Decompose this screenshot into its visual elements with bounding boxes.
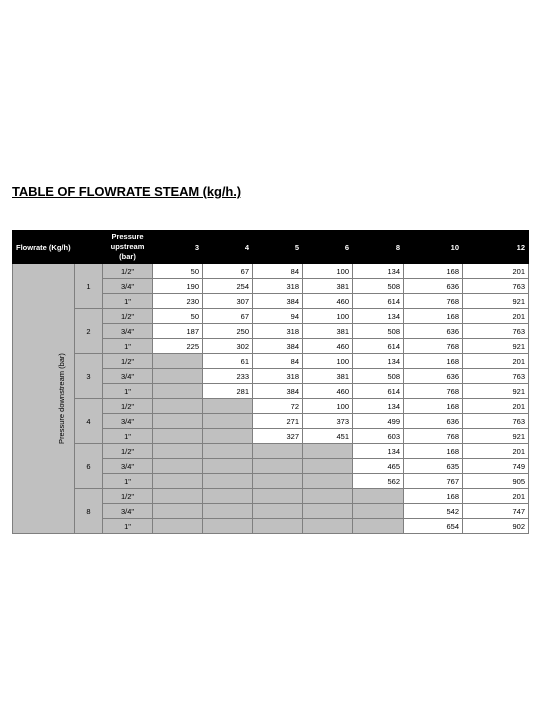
header-pressure: 4 [203, 231, 253, 264]
flowrate-value: 508 [353, 369, 404, 384]
flowrate-value: 508 [353, 324, 404, 339]
flowrate-value: 381 [303, 324, 353, 339]
pipe-size: 3/4" [103, 279, 153, 294]
flowrate-value: 614 [353, 294, 404, 309]
pipe-size: 1" [103, 294, 153, 309]
flowrate-value: 921 [463, 294, 529, 309]
flowrate-value: 636 [404, 324, 463, 339]
side-label-cell [13, 264, 75, 534]
empty-cell [153, 399, 203, 414]
flowrate-value: 201 [463, 444, 529, 459]
empty-cell [353, 504, 404, 519]
table-row [13, 309, 529, 324]
flowrate-value: 190 [153, 279, 203, 294]
pipe-size: 3/4" [103, 369, 153, 384]
flowrate-value: 460 [303, 294, 353, 309]
flowrate-value: 201 [463, 489, 529, 504]
flowrate-value: 384 [253, 339, 303, 354]
empty-cell [303, 459, 353, 474]
empty-cell [203, 399, 253, 414]
flowrate-value: 499 [353, 414, 404, 429]
flowrate-value: 100 [303, 354, 353, 369]
flowrate-value: 508 [353, 279, 404, 294]
downstream-pressure: 6 [75, 444, 103, 489]
empty-cell [203, 429, 253, 444]
flowrate-value: 100 [303, 399, 353, 414]
flowrate-value: 201 [463, 399, 529, 414]
flowrate-value: 168 [404, 354, 463, 369]
pipe-size: 1" [103, 474, 153, 489]
empty-cell [353, 489, 404, 504]
flowrate-value: 168 [404, 309, 463, 324]
empty-cell [153, 429, 203, 444]
flowrate-value: 327 [253, 429, 303, 444]
pipe-size: 1" [103, 429, 153, 444]
flowrate-value: 381 [303, 369, 353, 384]
flowrate-value: 61 [203, 354, 253, 369]
header-pressure: 8 [353, 231, 404, 264]
table-row [13, 354, 529, 369]
flowrate-value: 254 [203, 279, 253, 294]
flowrate-value: 281 [203, 384, 253, 399]
empty-cell [253, 504, 303, 519]
flowrate-value: 921 [463, 384, 529, 399]
side-label: Pressure downstream (bar) [56, 353, 66, 444]
empty-cell [203, 459, 253, 474]
flowrate-value: 168 [404, 399, 463, 414]
flowrate-value: 230 [153, 294, 203, 309]
flowrate-value: 201 [463, 309, 529, 324]
pipe-size: 1" [103, 339, 153, 354]
flowrate-value: 168 [404, 489, 463, 504]
flowrate-value: 94 [253, 309, 303, 324]
empty-cell [153, 474, 203, 489]
flowrate-value: 747 [463, 504, 529, 519]
flowrate-value: 768 [404, 429, 463, 444]
flowrate-value: 168 [404, 264, 463, 279]
empty-cell [253, 474, 303, 489]
empty-cell [203, 474, 253, 489]
empty-cell [153, 444, 203, 459]
flowrate-value: 603 [353, 429, 404, 444]
flowrate-value: 767 [404, 474, 463, 489]
pipe-size: 3/4" [103, 414, 153, 429]
flowrate-value: 250 [203, 324, 253, 339]
flowrate-value: 307 [203, 294, 253, 309]
table-body [13, 264, 529, 534]
empty-cell [203, 504, 253, 519]
flowrate-value: 233 [203, 369, 253, 384]
flowrate-value: 636 [404, 279, 463, 294]
flowrate-value: 636 [404, 414, 463, 429]
flowrate-value: 384 [253, 384, 303, 399]
flowrate-value: 614 [353, 384, 404, 399]
flowrate-value: 905 [463, 474, 529, 489]
header-upstream: Pressure upstream (bar) [103, 231, 153, 264]
empty-cell [203, 414, 253, 429]
flowrate-value: 318 [253, 324, 303, 339]
flowrate-value: 763 [463, 414, 529, 429]
empty-cell [303, 489, 353, 504]
table-row [13, 264, 529, 279]
pipe-size: 1/2" [103, 354, 153, 369]
flowrate-value: 72 [253, 399, 303, 414]
flowrate-value: 749 [463, 459, 529, 474]
empty-cell [153, 489, 203, 504]
flowrate-table [12, 230, 529, 534]
empty-cell [303, 519, 353, 534]
header-pressure: 6 [303, 231, 353, 264]
flowrate-value: 134 [353, 444, 404, 459]
flowrate-value: 271 [253, 414, 303, 429]
flowrate-value: 50 [153, 309, 203, 324]
flowrate-value: 636 [404, 369, 463, 384]
table-row [13, 399, 529, 414]
flowrate-value: 201 [463, 264, 529, 279]
header-pressure: 5 [253, 231, 303, 264]
empty-cell [253, 444, 303, 459]
flowrate-value: 768 [404, 294, 463, 309]
pipe-size: 3/4" [103, 324, 153, 339]
flowrate-value: 460 [303, 384, 353, 399]
flowrate-value: 654 [404, 519, 463, 534]
empty-cell [153, 384, 203, 399]
empty-cell [303, 474, 353, 489]
flowrate-value: 562 [353, 474, 404, 489]
pipe-size: 3/4" [103, 504, 153, 519]
flowrate-value: 318 [253, 369, 303, 384]
flowrate-value: 373 [303, 414, 353, 429]
flowrate-value: 763 [463, 324, 529, 339]
flowrate-value: 384 [253, 294, 303, 309]
empty-cell [303, 504, 353, 519]
empty-cell [203, 444, 253, 459]
empty-cell [153, 504, 203, 519]
flowrate-value: 921 [463, 339, 529, 354]
header-pressure: 12 [463, 231, 529, 264]
flowrate-value: 100 [303, 264, 353, 279]
flowrate-value: 201 [463, 354, 529, 369]
pipe-size: 3/4" [103, 459, 153, 474]
downstream-pressure: 1 [75, 264, 103, 309]
downstream-pressure: 3 [75, 354, 103, 399]
header-row [13, 231, 529, 264]
header-pressure: 10 [404, 231, 463, 264]
flowrate-value: 50 [153, 264, 203, 279]
flowrate-value: 318 [253, 279, 303, 294]
flowrate-value: 768 [404, 384, 463, 399]
pipe-size: 1/2" [103, 399, 153, 414]
table-row [13, 444, 529, 459]
pipe-size: 1/2" [103, 264, 153, 279]
empty-cell [303, 444, 353, 459]
flowrate-value: 84 [253, 354, 303, 369]
empty-cell [253, 489, 303, 504]
header-flowrate: Flowrate (Kg/h) [13, 231, 103, 264]
empty-cell [203, 519, 253, 534]
flowrate-value: 460 [303, 339, 353, 354]
pipe-size: 1/2" [103, 309, 153, 324]
flowrate-value: 542 [404, 504, 463, 519]
empty-cell [253, 519, 303, 534]
flowrate-value: 635 [404, 459, 463, 474]
flowrate-value: 225 [153, 339, 203, 354]
flowrate-value: 381 [303, 279, 353, 294]
flowrate-value: 465 [353, 459, 404, 474]
flowrate-value: 451 [303, 429, 353, 444]
flowrate-value: 67 [203, 309, 253, 324]
flowrate-value: 168 [404, 444, 463, 459]
empty-cell [153, 519, 203, 534]
empty-cell [353, 519, 404, 534]
flowrate-value: 134 [353, 354, 404, 369]
empty-cell [153, 369, 203, 384]
flowrate-value: 768 [404, 339, 463, 354]
flowrate-value: 100 [303, 309, 353, 324]
header-pressure: 3 [153, 231, 203, 264]
pipe-size: 1" [103, 384, 153, 399]
pipe-size: 1/2" [103, 444, 153, 459]
flowrate-value: 921 [463, 429, 529, 444]
empty-cell [203, 489, 253, 504]
flowrate-value: 67 [203, 264, 253, 279]
flowrate-value: 134 [353, 309, 404, 324]
flowrate-value: 763 [463, 369, 529, 384]
flowrate-value: 134 [353, 399, 404, 414]
pipe-size: 1/2" [103, 489, 153, 504]
flowrate-value: 134 [353, 264, 404, 279]
flowrate-value: 763 [463, 279, 529, 294]
empty-cell [153, 354, 203, 369]
flowrate-value: 902 [463, 519, 529, 534]
page-title: TABLE OF FLOWRATE STEAM (kg/h.) [12, 184, 241, 199]
flowrate-value: 84 [253, 264, 303, 279]
empty-cell [253, 459, 303, 474]
table-row [13, 489, 529, 504]
downstream-pressure: 2 [75, 309, 103, 354]
downstream-pressure: 8 [75, 489, 103, 534]
flowrate-value: 187 [153, 324, 203, 339]
empty-cell [153, 414, 203, 429]
pipe-size: 1" [103, 519, 153, 534]
flowrate-value: 302 [203, 339, 253, 354]
downstream-pressure: 4 [75, 399, 103, 444]
empty-cell [153, 459, 203, 474]
flowrate-value: 614 [353, 339, 404, 354]
